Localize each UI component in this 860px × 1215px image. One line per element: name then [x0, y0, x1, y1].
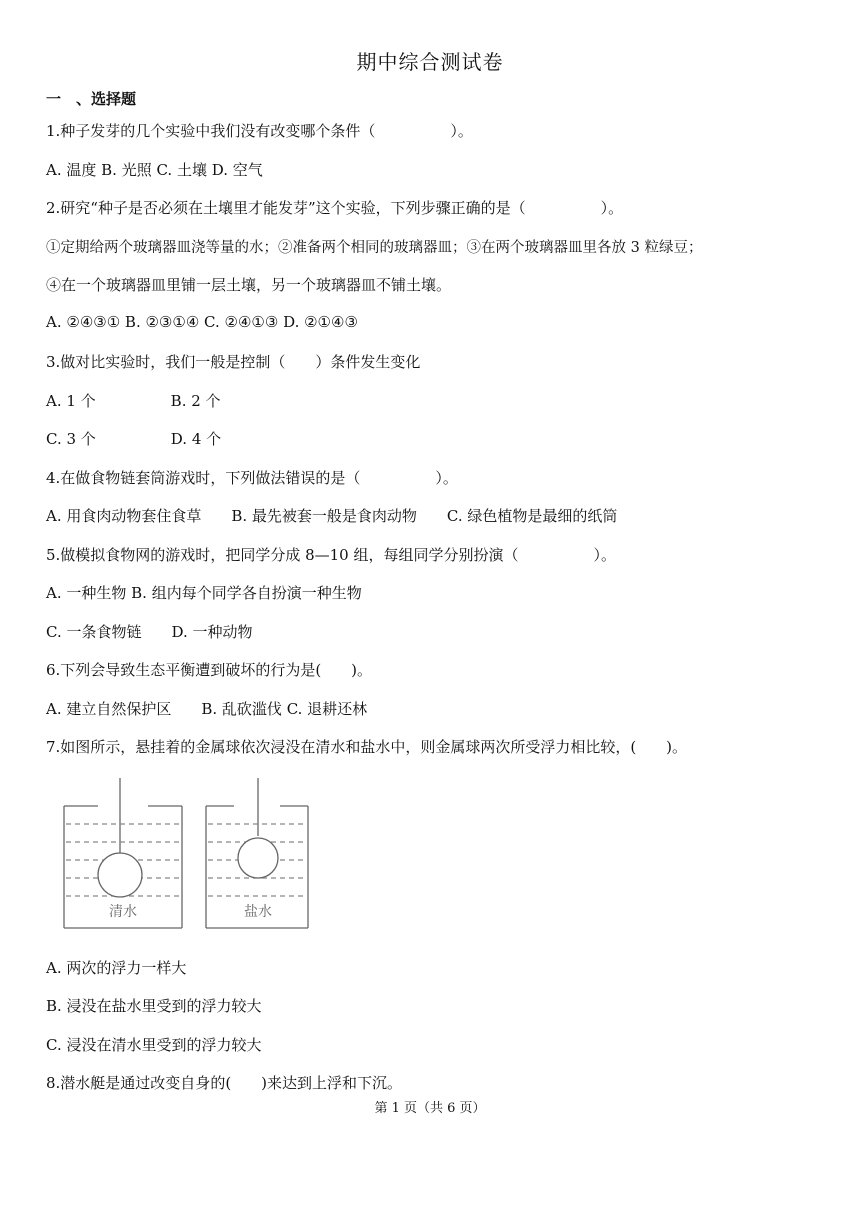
page-footer: 第 1 页（共 6 页）: [374, 1101, 486, 1116]
question-5-options-row-1: A. 一种生物 B. 组内每个同学各自扮演一种生物: [46, 584, 362, 602]
question-2-options: A. ②④③① B. ②③①④ C. ②④①③ D. ②①④③: [46, 313, 358, 331]
buoyancy-figure: [58, 778, 318, 933]
salt-water-label: 盐水: [244, 904, 272, 920]
question-1-options: A. 温度 B. 光照 C. 土壤 D. 空气: [46, 161, 263, 179]
question-7: 7.如图所示，悬挂着的金属球依次浸没在清水和盐水中，则金属球两次所受浮力相比较，( )。: [46, 738, 688, 756]
question-3-options-row-1: A. 1 个 B. 2 个: [46, 392, 221, 410]
question-7-option-a: A. 两次的浮力一样大: [46, 959, 187, 977]
question-4-options: A. 用食肉动物套住食草 B. 最先被套一般是食肉动物 C. 绿色植物是最细的纸筒: [46, 507, 618, 525]
question-5-options-row-2: C. 一条食物链 D. 一种动物: [46, 623, 253, 641]
question-7-option-c: C. 浸没在清水里受到的浮力较大: [46, 1036, 262, 1054]
question-1: 1.种子发芽的几个实验中我们没有改变哪个条件（ ）。: [46, 122, 473, 140]
question-3: 3.做对比实验时，我们一般是控制（ ）条件发生变化: [46, 353, 421, 371]
question-6: 6.下列会导致生态平衡遭到破坏的行为是( )。: [46, 661, 373, 679]
section-heading: 一 、选择题: [46, 90, 137, 108]
question-5: 5.做模拟食物网的游戏时，把同学分成 8—10 组，每组同学分别扮演（ ）。: [46, 546, 616, 564]
question-2-steps-line-1: ①定期给两个玻璃器皿浇等量的水；②准备两个相同的玻璃器皿；③在两个玻璃器皿里各放 3 粒绿豆；: [46, 240, 703, 256]
question-4: 4.在做食物链套筒游戏时，下列做法错误的是（ ）。: [46, 469, 458, 487]
question-6-options: A. 建立自然保护区 B. 乱砍滥伐 C. 退耕还林: [46, 700, 368, 718]
question-2: 2.研究“种子是否必须在土壤里才能发芽”这个实验，下列步骤正确的是（ ）。: [46, 199, 624, 217]
question-8: 8.潜水艇是通过改变自身的( )来达到上浮和下沉。: [46, 1074, 403, 1092]
question-2-steps-line-2: ④在一个玻璃器皿里铺一层土壤，另一个玻璃器皿不铺土壤。: [46, 276, 452, 294]
clear-water-label: 清水: [109, 904, 137, 920]
question-7-option-b: B. 浸没在盐水里受到的浮力较大: [46, 997, 262, 1015]
question-3-options-row-2: C. 3 个 D. 4 个: [46, 430, 222, 448]
page-title: 期中综合测试卷: [356, 50, 504, 74]
